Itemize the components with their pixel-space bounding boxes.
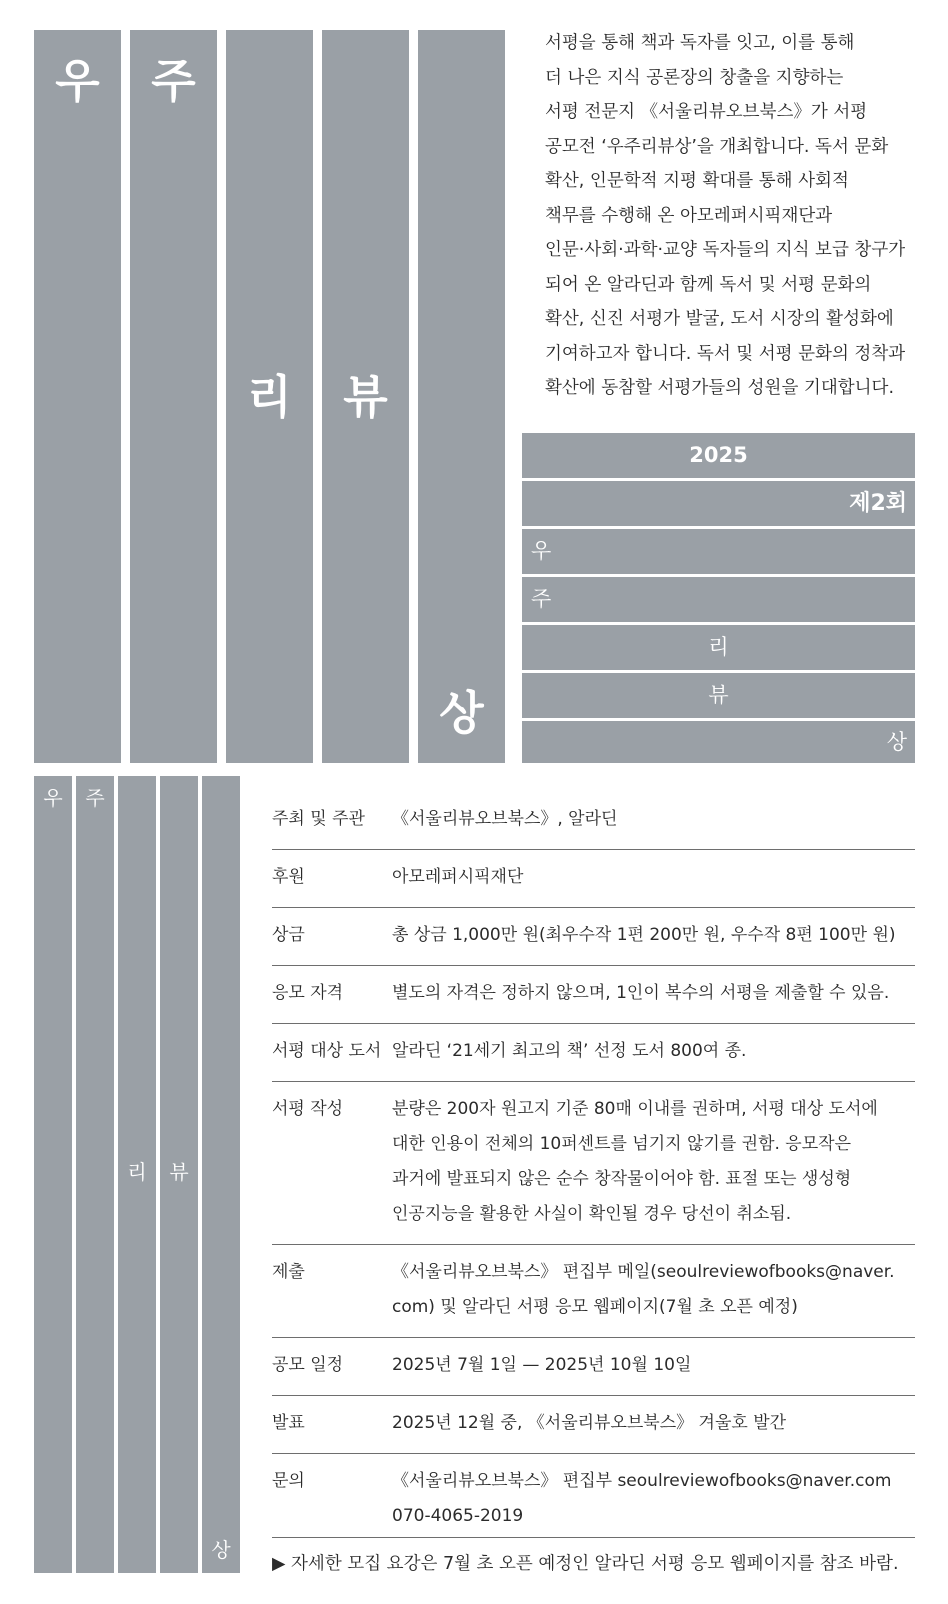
info-value-line: 《서울리뷰오브북스》 편집부 메일(seoulreviewofbooks@naver.: [392, 1262, 895, 1282]
side-char: 리: [127, 1160, 147, 1184]
title-char-5: 상: [439, 686, 484, 740]
info-label: 응모 자격: [272, 983, 344, 1003]
info-value-line: 분량은 200자 원고지 기준 80매 이내를 권하며, 서평 대상 도서에: [392, 1099, 878, 1119]
info-label: 주최 및 주관: [272, 809, 365, 829]
edition-bar: [522, 481, 915, 526]
title-column-1: [34, 30, 121, 763]
info-value-line: 아모레퍼시픽재단: [392, 867, 524, 887]
info-value-line: 별도의 자격은 정하지 않으며, 1인이 복수의 서평을 제출할 수 있음.: [392, 983, 890, 1003]
info-label: 발표: [272, 1413, 305, 1433]
intro-line: 인문·사회·과학·교양 독자들의 지식 보급 창구가: [545, 240, 906, 260]
bar-char: 우: [531, 539, 552, 563]
char-bar-4: [522, 673, 915, 718]
title-char-1: 우: [55, 54, 100, 108]
side-char: 주: [85, 786, 105, 810]
title-column-4: [322, 30, 409, 763]
divider: [272, 849, 915, 850]
year-text: 2025: [689, 443, 748, 467]
info-label: 공모 일정: [272, 1355, 344, 1375]
side-column-5: [202, 776, 240, 1573]
info-value: [392, 1092, 922, 1232]
info-value: [392, 802, 922, 837]
info-value: [392, 1348, 922, 1383]
edition-text: 제2회: [849, 491, 907, 516]
bar-char: 리: [708, 635, 729, 659]
side-column-1: [34, 776, 72, 1573]
info-value-line: 인공지능을 활용한 사실이 확인될 경우 당선이 취소됨.: [392, 1204, 792, 1224]
bar-char: 상: [886, 730, 907, 754]
char-bar-2: [522, 577, 915, 622]
intro-line: 되어 온 알라딘과 함께 독서 및 서평 문화의: [545, 274, 872, 295]
info-value-line: 과거에 발표되지 않은 순수 창작물이어야 함. 표절 또는 생성형: [392, 1169, 852, 1189]
info-value-line: 2025년 12월 중, 《서울리뷰오브북스》 겨울호 발간: [392, 1413, 787, 1433]
divider: [272, 1244, 915, 1245]
info-value-line: 《서울리뷰오브북스》 편집부 seoulreviewofbooks@naver.com: [392, 1471, 892, 1491]
footnote: ▶ 자세한 모집 요강은 7월 초 오픈 예정인 알라딘 서평 응모 웹페이지를 참조 바람.: [272, 1554, 899, 1574]
bar-char: 주: [531, 587, 552, 611]
title-column-2: [130, 30, 217, 763]
divider: [272, 965, 915, 966]
info-value: [392, 1034, 922, 1069]
title-column-3: [226, 30, 313, 763]
title-char-2: 주: [151, 54, 196, 108]
info-value-line: 대한 인용이 전체의 10퍼센트를 넘기지 않기를 권함. 응모작은: [392, 1134, 851, 1154]
char-bar-3: [522, 625, 915, 670]
side-column-4: [160, 776, 198, 1573]
title-char-3: 리: [247, 370, 292, 424]
side-column-2: [76, 776, 114, 1573]
year-bar: [522, 433, 915, 478]
info-value: [392, 918, 922, 953]
info-value-line: 《서울리뷰오브북스》, 알라딘: [392, 809, 618, 829]
title-column-5: [418, 30, 505, 763]
divider: [272, 1537, 915, 1538]
intro-line: 공모전 ‘우주리뷰상’을 개최합니다. 독서 문화: [545, 136, 889, 157]
intro-paragraph: [545, 26, 925, 406]
info-value-line: com) 및 알라딘 서평 응모 웹페이지(7월 초 오픈 예정): [392, 1297, 798, 1317]
info-value: [392, 1255, 922, 1325]
intro-line: 더 나은 지식 공론장의 창출을 지향하는: [545, 67, 844, 88]
divider: [272, 1395, 915, 1396]
intro-line: 확산, 인문학적 지평 확대를 통해 사회적: [545, 171, 849, 191]
side-char: 뷰: [169, 1160, 189, 1184]
info-value-line: 총 상금 1,000만 원(최우수작 1편 200만 원, 우수작 8편 100만 원): [392, 925, 896, 945]
info-value: [392, 1464, 922, 1534]
divider: [272, 1337, 915, 1338]
info-label: 상금: [272, 925, 305, 945]
info-value-line: 2025년 7월 1일 — 2025년 10월 10일: [392, 1355, 692, 1375]
intro-line: 확산, 신진 서평가 발굴, 도서 시장의 활성화에: [545, 309, 894, 329]
divider: [272, 1081, 915, 1082]
info-value-line: 알라딘 ‘21세기 최고의 책’ 선정 도서 800여 종.: [392, 1041, 747, 1061]
intro-line: 책무를 수행해 온 아모레퍼시픽재단과: [545, 205, 833, 226]
info-value: [392, 860, 922, 895]
divider: [272, 1453, 915, 1454]
intro-line: 확산에 동참할 서평가들의 성원을 기대합니다.: [545, 378, 895, 398]
intro-line: 기여하고자 합니다. 독서 및 서평 문화의 정착과: [545, 343, 906, 364]
bar-char: 뷰: [708, 683, 729, 707]
divider: [272, 1023, 915, 1024]
side-column-3: [118, 776, 156, 1573]
info-value: [392, 976, 922, 1011]
info-label: 서평 대상 도서: [272, 1041, 382, 1061]
title-char-4: 뷰: [343, 370, 388, 424]
divider: [272, 907, 915, 908]
intro-line: 서평을 통해 책과 독자를 잇고, 이를 통해: [545, 33, 855, 53]
char-bar-5: [522, 721, 915, 763]
info-value: [392, 1406, 922, 1441]
info-label: 후원: [272, 867, 305, 887]
info-label: 제출: [272, 1262, 305, 1282]
info-label: 문의: [272, 1471, 305, 1491]
info-label: 서평 작성: [272, 1099, 344, 1119]
intro-line: 서평 전문지 《서울리뷰오브북스》가 서평: [545, 102, 868, 122]
info-value-line: 070-4065-2019: [392, 1506, 524, 1526]
side-char: 우: [43, 786, 63, 810]
side-char: 상: [211, 1538, 231, 1562]
char-bar-1: [522, 529, 915, 574]
